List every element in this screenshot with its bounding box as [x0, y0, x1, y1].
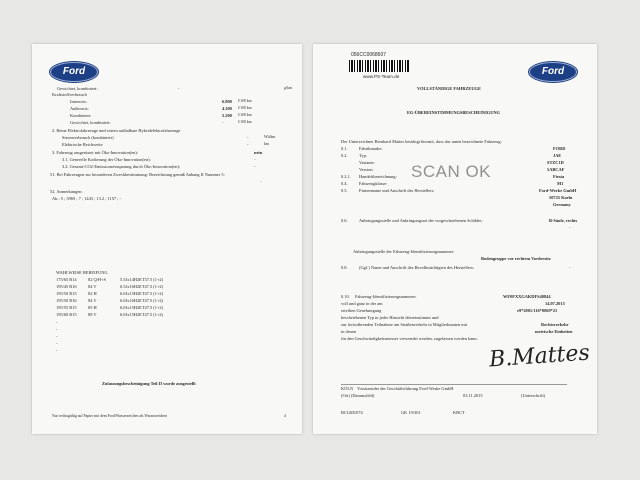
electric-heading: 2. Reine Elektrofahrzeuge und extern aufladbare Hybridelektrofahrzeuge	[52, 128, 181, 133]
document-title: VOLLSTÄNDIGE FAHRZEUGE	[417, 86, 481, 91]
approval-date: 14.07.2015	[545, 301, 565, 306]
item-51: 51. Bei Fahrzeugen zur besonderen Zweckbestimmung: Bezeichnung gemäß Anhang II Nummer 5:	[50, 172, 225, 177]
right-page: 056CC0068607 www.PS-Team.de Ford VOLLSTÄNDIGE FAHRZEUGE EG-ÜBEREINSTIMMUNGSBESCHEINIGUNG Der Unterzeichner Bernhard Mattes bestätigt hiermit, dass das unten bezeichnete Fahrzeug: 0.1. Fabrikmarke: FORD 0.2. Typ: JA8 Variante: STZC1D Version: 5ABCAF 0.2.1. Handelsbezeichnung: Fiesta 0.4. Fahrzeugklasse: M1 0.5. Firmenname und Anschrift des Herstellers: Ford-Werke GmbH 50725 Koeln Germany SCAN OK 0.6. Anbringungsstelle und Anbringungsart der vorgeschriebenen Schilder: B-Säule, rechts - Anbringungsstelle der Fahrzeug-Identifizierungsnummer: Bodengruppe vor rechtem Vordersitz 0.8. (Ggf.) Name und Anschrift des Bevollmächtigten des Herstellers: - 0.10. Fahrzeug-Identifizierungsnummer: WF0FXXGAKDFS40844 voll und ganz in der am 14.07.2015 erteilten Genehmigung e9*2001/116*0069*21 beschriebenen Typ in jeder Hinsicht übereinstimmt und zur fortwährenden Teilnahme am Straßenverkehr in Mitgliedstaaten mit Rechtsverkehr in denen metrische Einheiten für den Geschwindigkeitsmesser verwendet werden, zugelassen werden kann. B.Mattes KÖLN Vorsitzender der Geschäftsführung Ford-Werke GmbH (Ort) (Datumsfeld) 03.11.2015 (Unterschrift) BCGM1074 GK 19/301 KBCT	[313, 44, 597, 434]
certificate-note: Zulassungsbescheinigung Teil II wurde ausgestellt	[102, 381, 196, 386]
traffic-side: Rechtsverkehr	[541, 322, 569, 327]
item-52: 52. Anmerkungen:	[50, 189, 83, 194]
vin-value: WF0FXXGAKDFS40844	[503, 294, 551, 299]
issue-date: 03.11.2015	[463, 393, 483, 398]
tires-heading: WAHLWEISE BEREIFUNG	[56, 270, 108, 275]
ford-logo-left: Ford	[50, 62, 98, 82]
eco-heading: 3. Fahrzeug ausgerüstet mit Öko-Innovation(en):	[52, 150, 138, 155]
vin-label: Fahrzeug-Identifizierungsnummer:	[355, 294, 417, 299]
left-page: Ford Gewichtet, kombiniert: - g/km Kraftstoffverbrauch Innerorts: 6.800 l/100 km Außerorts: 4.300 l/100 km Kombiniert: 5.200 l/100 km Gewichtet, kombiniert: - l/100 km 2. Reine Elektrofahrzeuge und extern aufladbare Hybridelektrofahrzeuge Stromverbrauch (kombiniert) - Wh/km Elektrische Reichweite - km 3. Fahrzeug ausgerüstet mit Öko-Innovation(en): nein 3.1. Generelle Kodierung der Öko-Innovation(en): - 3.2. Gesamt-CO2-Emissionseinsparung durch Öko-Innovation(en): - 51. Bei Fahrzeugen zur besonderen Zweckbestimmung: Bezeichnung gemäß Anhang II Nummer 5: - 52. Anmerkungen: Ab.: 5 ; 3969 ; 7 ; 1443 ; 13.2 ; 1157 ; - WAHLWEISE BEREIFUNG 175/65 R14 82 Q/H+S 5.5Jx14H2ET37.5 (1+2) 195/45 R16 84 V 6.5Jx16H2ET47.5 (1+2) 195/50 R15 82 H 6.0Jx15H2ET47.5 (1+2) 195/50 R16 84 V 6.0Jx16H2ET47.5 (1+2) 195/55 R15 85 H 6.0Jx15H2ET47.5 (1+2) 195/60 R15 88 V 6.0Jx15H2ET47.5 (1+2) - - - - - Zulassungsbescheinigung Teil II wurde ausgestellt Nur rechtsgültig auf Papier mit dem Ford/Wasserzeichen als Wasserzeichen 4	[32, 44, 302, 434]
place-label: KÖLN	[341, 386, 354, 391]
scan-ok-stamp: SCAN OK	[411, 162, 492, 181]
item-08: (Ggf.) Name und Anschrift des Bevollmächtigten des Herstellers:	[359, 265, 475, 270]
page-number: 4	[284, 414, 286, 418]
units: metrische Einheiten	[535, 329, 573, 334]
signatory-title: Vorsitzender der Geschäftsführung Ford-Werke GmbH	[357, 386, 454, 391]
approval-number: e9*2001/116*0069*21	[517, 308, 558, 313]
vin-location-value: Bodengruppe vor rechtem Vordersitz	[481, 256, 551, 261]
signature-line	[341, 384, 567, 385]
signature: B.Mattes	[488, 340, 591, 373]
eco-value: nein	[254, 150, 263, 155]
barcode-graphic	[349, 60, 409, 72]
remarks: Ab.: 5 ; 3969 ; 7 ; 1443 ; 13.2 ; 1157 ; -	[52, 196, 121, 201]
intro-text: Der Unterzeichner Bernhard Mattes bestätigt hiermit, dass das unten bezeichnete Fahrzeug:	[341, 139, 502, 144]
barcode-number: 056CC0068607	[351, 52, 387, 58]
ford-logo-right: Ford	[529, 62, 577, 82]
page-footer: Nur rechtsgültig auf Papier mit dem Ford/Wasserzeichen als Wasserzeichen	[52, 414, 167, 418]
item-06: Anbringungsstelle und Anbringungsart der vorgeschriebenen Schilder:	[359, 218, 483, 223]
document-subtitle: EG-ÜBEREINSTIMMUNGSBESCHEINIGUNG	[407, 110, 500, 115]
vin-location-label: Anbringungsstelle der Fahrzeug-Identifizierungsnummer:	[353, 249, 455, 254]
watermark-url: www.PS-Team.de	[363, 74, 400, 79]
footer-code: BCGM1074	[341, 410, 363, 415]
consumption-label: Gewichtet, kombiniert:	[57, 86, 98, 91]
